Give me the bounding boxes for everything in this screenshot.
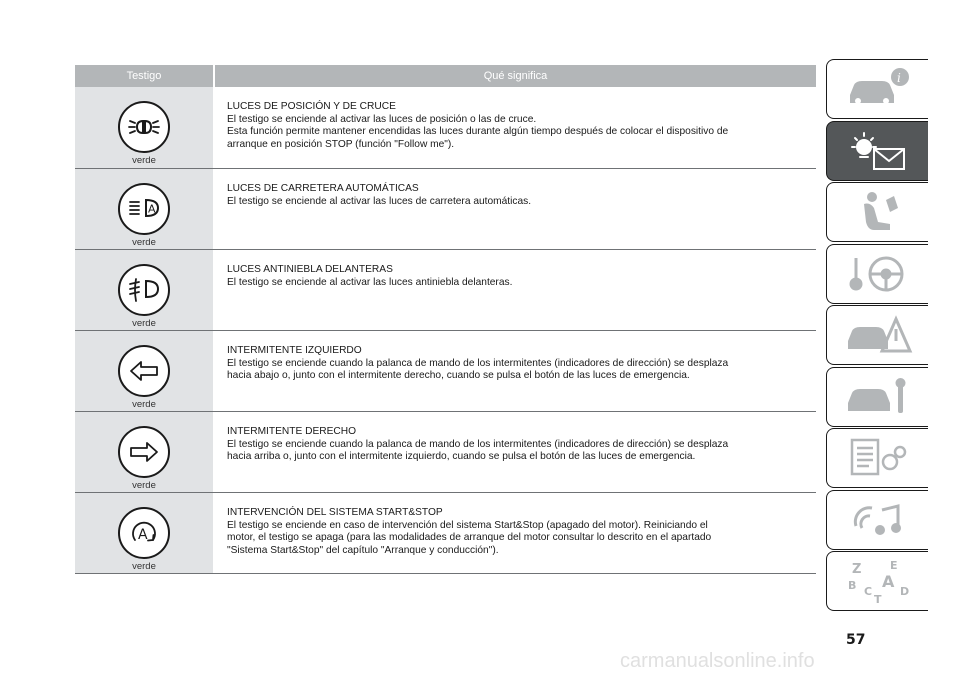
seat-airbag-icon [842,188,914,236]
table-row [75,493,816,574]
car-maintenance-icon [842,373,914,421]
svg-text:A: A [148,202,156,216]
row-text: hacia abajo o, junto con el intermitente derecho, cuando se pulsa el botón de las luces de emergencia. [227,370,690,382]
indicator-cell [75,412,213,492]
row-text: Esta función permite mantener encendidas las luces durante algún tiempo después de colocar el dispositivo de [227,126,729,138]
row-text: motor, el testigo se apaga (para las modalidades de arranque del motor consultar lo descrito en el apartado [227,532,712,544]
page-number: 57 [846,632,866,648]
position-low-beam-lights-icon [118,101,170,153]
tab-technical-data[interactable] [826,428,928,488]
color-label: verde [132,318,156,329]
row-text: "Sistema Start&Stop" del capítulo "Arranque y conducción"). [227,544,499,556]
tab-multimedia[interactable] [826,490,928,550]
tab-maintenance[interactable] [826,367,928,427]
index-letter: C [863,585,872,598]
auto-high-beam-icon [118,183,170,235]
description-cell [213,87,816,168]
color-label: verde [132,237,156,248]
table-row [75,169,816,250]
tab-emergency[interactable] [826,305,928,365]
svg-text:i: i [896,71,901,85]
table-row [75,412,816,493]
table-row [75,331,816,412]
tab-safety[interactable] [826,182,928,242]
row-title: INTERVENCIÓN DEL SISTEMA START&STOP [227,507,443,518]
row-text: El testigo se enciende al activar las luces antiniebla delanteras. [227,276,513,288]
tab-warning-lights[interactable] [826,121,928,181]
color-label: verde [132,399,156,410]
row-title: INTERMITENTE DERECHO [227,426,357,437]
index-letter: T [873,593,882,605]
color-label: verde [132,480,156,491]
row-title: INTERMITENTE IZQUIERDO [227,345,362,356]
warning-light-message-icon [842,127,914,175]
start-stop-icon [118,507,170,559]
indicator-cell [75,331,213,411]
row-title: LUCES DE CARRETERA AUTOMÁTICAS [227,183,419,194]
multimedia-icon [842,496,914,544]
tab-index[interactable] [826,551,928,611]
row-text: El testigo se enciende cuando la palanca de mando de los intermitentes (indicadores de dirección) se desplaza [227,357,729,369]
index-letter: E [889,559,898,572]
watermark: carmanualsonline.info [620,650,815,672]
row-title: LUCES ANTINIEBLA DELANTERAS [227,264,393,275]
car-info-icon [842,65,914,113]
svg-text:A: A [138,527,148,543]
row-text: hacia arriba o, junto con el intermitente izquierdo, cuando se pulsa el botón de las luces de emergencia. [227,451,696,463]
right-turn-signal-icon [118,426,170,478]
row-text: El testigo se enciende en caso de intervención del sistema Start&Stop (apagado del motor). Reiniciando el [227,519,708,531]
key-steering-wheel-icon [842,250,914,298]
indicator-cell [75,87,213,168]
table-row [75,250,816,331]
index-letter: D [899,585,909,598]
color-label: verde [132,561,156,572]
car-breakdown-warning-icon [842,311,914,359]
left-turn-signal-icon [118,345,170,397]
tab-starting-driving[interactable] [826,244,928,304]
row-text: arranque en posición STOP (función "Follow me"). [227,138,455,150]
description-cell [213,412,816,492]
table-header [75,65,816,87]
description-cell [213,169,816,249]
index-letter: B [847,579,856,592]
alphabetical-index-icon [842,557,914,605]
row-text: El testigo se enciende al activar las luces de posición o las de cruce. [227,113,537,125]
row-title: LUCES DE POSICIÓN Y DE CRUCE [227,101,396,112]
index-letter: Z [851,562,861,577]
description-cell [213,331,816,411]
technical-data-icon [842,434,914,482]
indicator-cell [75,250,213,330]
warning-lights-table [75,65,816,574]
description-cell [213,493,816,573]
row-text: El testigo se enciende al activar las luces de carretera automáticas. [227,195,532,207]
index-letter: A [881,572,894,591]
description-cell [213,250,816,330]
tab-car-info[interactable] [826,59,928,119]
color-label: verde [132,155,156,166]
indicator-cell [75,493,213,573]
front-fog-lights-icon [118,264,170,316]
indicator-cell [75,169,213,249]
row-text: El testigo se enciende cuando la palanca de mando de los intermitentes (indicadores de dirección) se desplaza [227,438,729,450]
chapter-tabs [826,59,928,613]
header-meaning: Qué significa [215,65,816,87]
header-testigo: Testigo [75,65,213,87]
table-row [75,87,816,169]
